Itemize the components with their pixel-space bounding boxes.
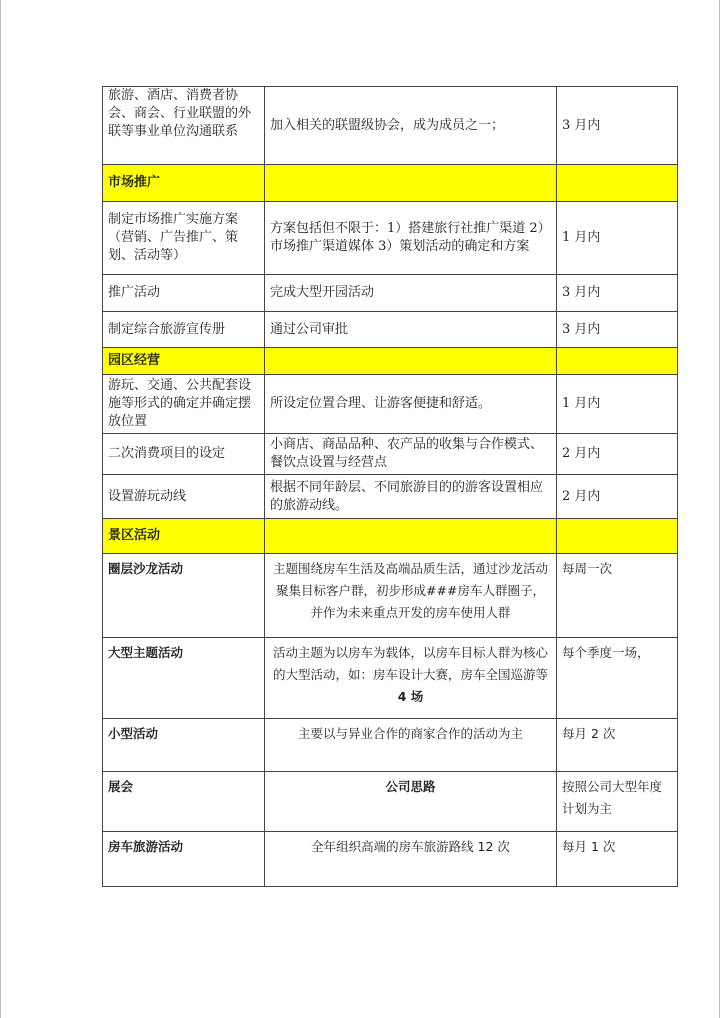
table-row — [103, 275, 678, 312]
section-row — [103, 165, 678, 202]
activity-desc: 主要以与异业合作的商家合作的活动为主 — [265, 719, 557, 772]
table-row — [103, 832, 678, 887]
section-title: 园区经营 — [103, 348, 265, 375]
activity-frequency: 每月 2 次 — [557, 719, 678, 772]
activity-name: 小型活动 — [103, 719, 265, 772]
activity-frequency: 按照公司大型年度计划为主 — [557, 772, 678, 832]
activity-count: 4 场 — [397, 689, 424, 704]
table-row — [103, 719, 678, 772]
section-row — [103, 519, 678, 554]
task-cell: 游玩、交通、公共配套设施等形式的确定并确定摆放位置 — [103, 375, 265, 434]
task-cell: 二次消费项目的设定 — [103, 434, 265, 475]
activity-desc-text: 活动主题为以房车为载体，以房车目标人群为核心的大型活动，如：房车设计大赛，房车全国巡游等 — [272, 645, 548, 682]
activity-desc: 主题围绕房车生活及高端品质生活，通过沙龙活动聚集目标客户群，初步形成###房车人群圈子，并作为未来重点开发的房车使用人群 — [265, 554, 557, 638]
task-cell: 旅游、酒店、消费者协会、商会、行业联盟的外联等事业单位沟通联系 — [103, 87, 265, 165]
activity-frequency: 每个季度一场， — [557, 638, 678, 719]
section-title: 市场推广 — [103, 165, 265, 202]
timeline-cell: 2 月内 — [557, 475, 678, 519]
table-row — [103, 554, 678, 638]
activity-name: 圈层沙龙活动 — [103, 554, 265, 638]
task-cell: 制定综合旅游宣传册 — [103, 312, 265, 348]
activity-name: 房车旅游活动 — [103, 832, 265, 887]
timeline-cell: 3 月内 — [557, 87, 678, 165]
timeline-cell: 1 月内 — [557, 202, 678, 275]
task-cell: 推广活动 — [103, 275, 265, 312]
goal-cell: 小商店、商品品种、农产品的收集与合作模式、餐饮点设置与经营点 — [265, 434, 557, 475]
activity-frequency: 每周一次 — [557, 554, 678, 638]
task-cell: 设置游玩动线 — [103, 475, 265, 519]
timeline-cell: 3 月内 — [557, 275, 678, 312]
table-row — [103, 202, 678, 275]
goal-cell: 通过公司审批 — [265, 312, 557, 348]
goal-cell: 根据不同年龄层、不同旅游目的的游客设置相应的旅游动线。 — [265, 475, 557, 519]
table-row — [103, 475, 678, 519]
table-row — [103, 772, 678, 832]
timeline-cell: 2 月内 — [557, 434, 678, 475]
activity-name: 大型主题活动 — [103, 638, 265, 719]
table-row — [103, 434, 678, 475]
page-edge-left — [0, 0, 1, 1018]
goal-cell: 完成大型开园活动 — [265, 275, 557, 312]
activity-frequency: 每月 1 次 — [557, 832, 678, 887]
task-cell: 制定市场推广实施方案（营销、广告推广、策划、活动等） — [103, 202, 265, 275]
goal-cell: 所设定位置合理、让游客便捷和舒适。 — [265, 375, 557, 434]
activity-name: 展会 — [103, 772, 265, 832]
table-row — [103, 312, 678, 348]
section-row — [103, 348, 678, 375]
timeline-cell: 3 月内 — [557, 312, 678, 348]
activity-desc: 公司思路 — [265, 772, 557, 832]
goal-cell: 方案包括但不限于：1）搭建旅行社推广渠道 2）市场推广渠道媒体 3）策划活动的确定和方案 — [265, 202, 557, 275]
activity-desc — [265, 638, 557, 719]
timeline-cell: 1 月内 — [557, 375, 678, 434]
goal-cell: 加入相关的联盟级协会，成为成员之一； — [265, 87, 557, 165]
table-row — [103, 638, 678, 719]
section-title: 景区活动 — [103, 519, 265, 554]
activity-desc: 全年组织高端的房车旅游路线 12 次 — [265, 832, 557, 887]
table-row — [103, 87, 678, 165]
table-row — [103, 375, 678, 434]
plan-table — [102, 86, 678, 887]
